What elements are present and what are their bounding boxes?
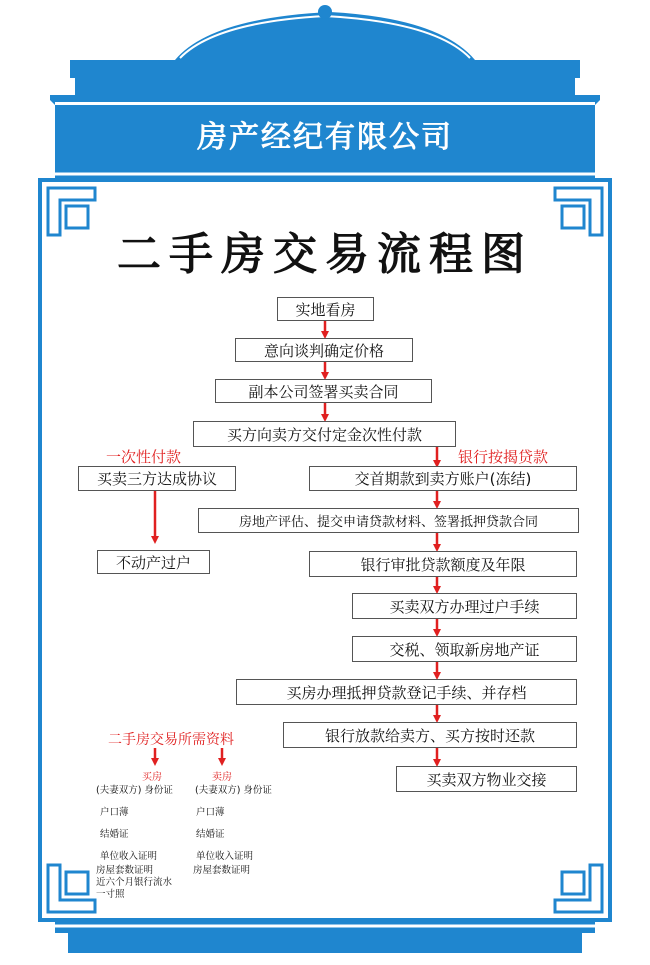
step-property-handover: 买卖双方物业交接 (396, 766, 577, 792)
label-bank-loan: 银行按揭贷款 (458, 448, 549, 466)
buyer-doc-photo: 一寸照 (96, 889, 125, 900)
seller-doc-income-proof: 单位收入证明 (196, 851, 254, 862)
step-mortgage-registration: 买房办理抵押贷款登记手续、并存档 (236, 679, 577, 705)
buyer-doc-house-count-proof: 房屋套数证明 (96, 865, 154, 876)
company-name: 房产经纪有限公司 (197, 120, 453, 155)
label-one-time-payment: 一次性付款 (106, 448, 182, 466)
page-title: 二手房交易流程图 (117, 229, 533, 280)
step-sign-contract: 副本公司签署买卖合同 (215, 379, 432, 403)
step-bank-approval: 银行审批贷款额度及年限 (309, 551, 577, 577)
step-transfer-property: 不动产过户 (97, 550, 210, 574)
seller-doc-marriage-certificate: 结婚证 (196, 829, 225, 840)
step-see-house: 实地看房 (277, 297, 374, 321)
step-appraisal-loan-application: 房地产评估、提交申请贷款材料、签署抵押贷款合同 (198, 508, 579, 533)
seller-doc-household-register: 户口薄 (196, 807, 225, 818)
buyer-doc-marriage-certificate: 结婚证 (100, 829, 129, 840)
buyer-label: 买房 (142, 772, 162, 783)
seller-label: 卖房 (212, 772, 232, 783)
step-bank-release: 银行放款给卖方、买方按时还款 (283, 722, 577, 748)
buyer-doc-household-register: 户口薄 (100, 807, 129, 818)
materials-title: 二手房交易所需资料 (108, 732, 234, 748)
seller-doc-id-card: (夫妻双方) 身份证 (195, 785, 272, 796)
seller-doc-house-count-proof: 房屋套数证明 (193, 865, 251, 876)
step-deposit: 买方向卖方交付定金次性付款 (193, 421, 456, 447)
buyer-doc-income-proof: 单位收入证明 (100, 851, 158, 862)
step-three-party-agreement: 买卖三方达成协议 (78, 466, 236, 491)
buyer-doc-id-card: (夫妻双方) 身份证 (96, 785, 173, 796)
step-down-payment: 交首期款到卖方账户(冻结) (309, 466, 577, 491)
step-negotiate: 意向谈判确定价格 (235, 338, 413, 362)
step-tax-certificate: 交税、领取新房地产证 (352, 636, 577, 662)
buyer-doc-bank-statement: 近六个月银行流水 (96, 877, 173, 888)
step-transfer-procedure: 买卖双方办理过户手续 (352, 593, 577, 619)
